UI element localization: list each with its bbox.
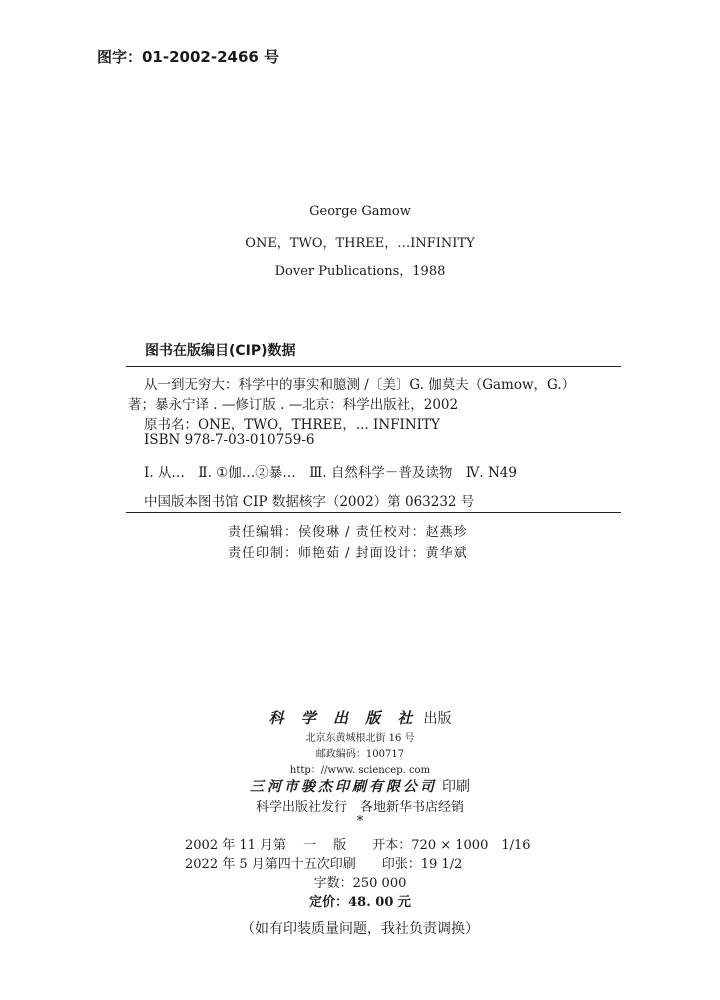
cip-classification: Ⅰ. 从… Ⅱ. ①伽…②暴… Ⅲ. 自然科学－普及读物 Ⅳ. N49 [144,465,517,481]
original-title: ONE，TWO，THREE，…INFINITY [245,236,475,251]
price-value: 48. 00 元 [348,895,411,910]
distribution-line: 科学出版社发行 各地新华书店经销 [255,800,464,815]
cip-bottom-rule [126,512,621,513]
first-edition-line: 2002 年 11 月第 一 版 开本：720 × 1000 1/16 [185,838,531,853]
publisher-line [0,707,720,728]
publisher-postcode: 邮政编码：100717 [315,749,405,760]
price-line [0,891,720,910]
printer-name: 三河市骏杰印刷有限公司 [249,779,437,795]
publisher-name: 科 学 出 版 社 [268,709,419,727]
separator-asterisk: * [356,814,364,829]
editor-credits: 责任编辑：侯俊琳 / 责任校对：赵燕珍 [228,525,468,540]
publisher-address: 北京东黄城根北街 16 号 [305,733,415,744]
price-label: 定价： [309,895,349,910]
cip-line-2: 著；暴永宁译 . —修订版 . —北京：科学出版社，2002 [128,397,459,413]
original-publisher: Dover Publications，1988 [274,264,446,279]
original-author: George Gamow [309,204,411,219]
cip-isbn: ISBN 978-7-03-010759-6 [144,432,315,448]
printer-suffix: 印刷 [442,779,471,795]
cip-line-3: 原书名：ONE，TWO，THREE，... INFINITY [144,417,440,433]
publisher-suffix: 出版 [423,711,452,727]
quality-note: （如有印装质量问题，我社负责调换） [241,921,479,937]
publisher-website: http：//www. sciencep. com [289,765,431,776]
cip-line-1: 从一到无穷大：科学中的事实和臆测 /〔美〕G. 伽莫夫（Gamow，G.） [144,377,576,393]
cip-heading: 图书在版编目(CIP)数据 [145,343,296,359]
production-credits: 责任印制：师艳茹 / 封面设计：黄华斌 [228,546,468,561]
printing-line: 2022 年 5 月第四十五次印刷 印张：19 1/2 [185,857,463,872]
word-count: 字数：250 000 [313,876,407,891]
cip-top-rule [126,366,621,367]
printer-line [0,776,720,796]
cip-record-number: 中国版本图书馆 CIP 数据核字（2002）第 063232 号 [144,494,475,510]
copyright-registration: 图字：01-2002-2466 号 [97,48,280,66]
